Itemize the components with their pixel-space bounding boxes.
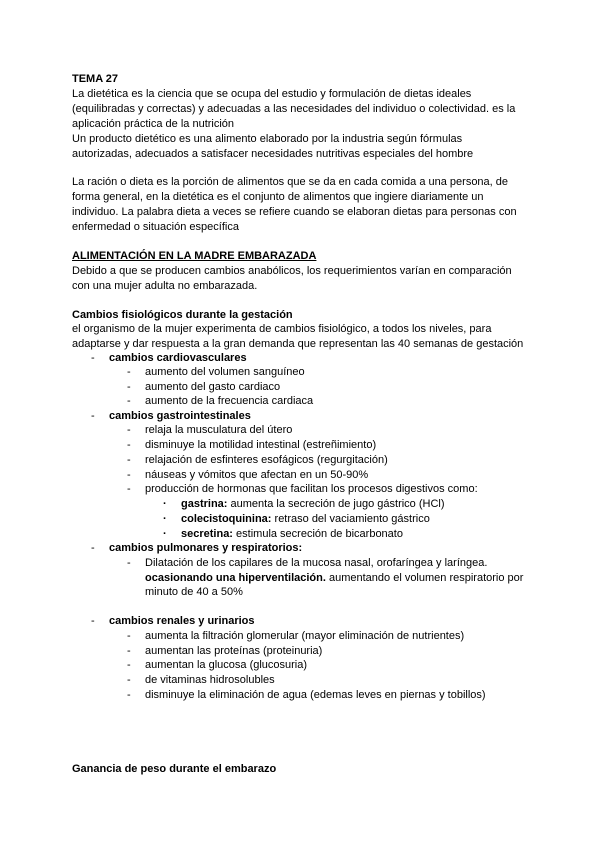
hormone-item (181, 527, 403, 542)
list-dash: - (127, 381, 131, 393)
list-item: aumento del volumen sanguíneo (145, 366, 305, 378)
list-item: relaja la musculatura del útero (145, 424, 293, 436)
list-item-continued: minuto de 40 a 50% (145, 586, 243, 598)
list-dash: - (127, 659, 131, 671)
list-dash: - (127, 483, 131, 495)
section-title-alimentacion: ALIMENTACIÓN EN LA MADRE EMBARAZADA (72, 250, 317, 262)
list-item: náuseas y vómitos que afectan en un 50-90% (145, 469, 369, 481)
list-item: Dilatación de los capilares de la mucosa nasal, orofaríngea y laríngea. (145, 557, 488, 569)
list-item: disminuye la motilidad intestinal (estreñimiento) (145, 439, 377, 451)
bullet-dot: · (163, 513, 167, 525)
list-dash: - (127, 674, 131, 686)
list-item: relajación de esfinteres esofágicos (regurgitación) (145, 454, 388, 466)
list-dash: - (127, 630, 131, 642)
intro-paragraph-1: La dietética es la ciencia que se ocupa del estudio y formulación de dietas ideales (equilibradas y correctas) y adecuadas a las necesidades del individuo o colectividad. es la aplicación práctica de la nutrición Un producto dietético es una alimento elaborado por la industria según fórmulas autorizadas, adecuados a satisfacer necesidades nutritivas especiales del hombre (72, 88, 516, 160)
list-item-continued (145, 571, 523, 586)
list-dash: - (127, 557, 131, 569)
subsection-title-renal: cambios renales y urinarios (109, 615, 255, 627)
list-dash: - (127, 645, 131, 657)
hormone-desc: aumenta la secreción de jugo gástrico (HCl) (227, 498, 445, 510)
hormone-desc: retraso del vaciamiento gástrico (271, 513, 430, 525)
subsection-title-gastro: cambios gastrointestinales (109, 410, 251, 422)
list-dash: - (127, 689, 131, 701)
list-dash: - (91, 410, 95, 422)
hormone-name: colecistoquinina: (181, 513, 272, 525)
bullet-dot: · (163, 498, 167, 510)
list-dash: - (127, 469, 131, 481)
list-dash: - (127, 366, 131, 378)
section-title-ganancia: Ganancia de peso durante el embarazo (72, 763, 277, 775)
section-title-cambios: Cambios fisiológicos durante la gestación (72, 309, 293, 321)
list-item: disminuye la eliminación de agua (edemas leves en piernas y tobillos) (145, 689, 486, 701)
list-dash: - (127, 395, 131, 407)
list-item: aumentan las proteínas (proteinuria) (145, 645, 323, 657)
list-dash: - (127, 454, 131, 466)
topic-heading: TEMA 27 (72, 73, 119, 85)
list-dash: - (127, 439, 131, 451)
list-dash: - (91, 542, 95, 554)
hyperventilation-text: ocasionando una hiperventilación. (145, 572, 326, 584)
list-item: aumento de la frecuencia cardiaca (145, 395, 314, 407)
hormone-desc: estimula secreción de bicarbonato (232, 528, 403, 540)
list-dash: - (91, 615, 95, 627)
hormone-name: secretina: (181, 528, 233, 540)
list-dash: - (127, 424, 131, 436)
hormone-item (181, 497, 445, 512)
list-item: de vitaminas hidrosolubles (145, 674, 275, 686)
subsection-title-pulmo: cambios pulmonares y respiratorios: (109, 542, 303, 554)
hormone-item (181, 512, 430, 527)
section-text-cambios: el organismo de la mujer experimenta de cambios fisiológico, a todos los niveles, para adaptarse y dar respuesta a la gran demanda que representan las 40 semanas de gestación (72, 323, 524, 350)
list-item-rest: aumentando el volumen respiratorio por (325, 572, 524, 584)
list-dash: - (91, 352, 95, 364)
section-text-alimentacion: Debido a que se producen cambios anabólicos, los requerimientos varían en comparación con una mujer adulta no embarazada. (72, 265, 512, 292)
subsection-title-cardio: cambios cardiovasculares (109, 352, 247, 364)
list-item: producción de hormonas que facilitan los procesos digestivos como: (145, 483, 478, 495)
intro-paragraph-2: La ración o dieta es la porción de alimentos que se da en cada comida a una persona, de forma general, en la dietética es el conjunto de alimentos que ingiere diariamente un individuo. La palabra dieta a veces se refiere cuando se elaboran dietas para personas con enfermedad o situación específica (72, 176, 517, 233)
list-item: aumenta la filtración glomerular (mayor eliminación de nutrientes) (145, 630, 465, 642)
hormone-name: gastrina: (181, 498, 228, 510)
list-item: aumentan la glucosa (glucosuria) (145, 659, 308, 671)
list-item: aumento del gasto cardiaco (145, 381, 281, 393)
bullet-dot: · (163, 528, 167, 540)
